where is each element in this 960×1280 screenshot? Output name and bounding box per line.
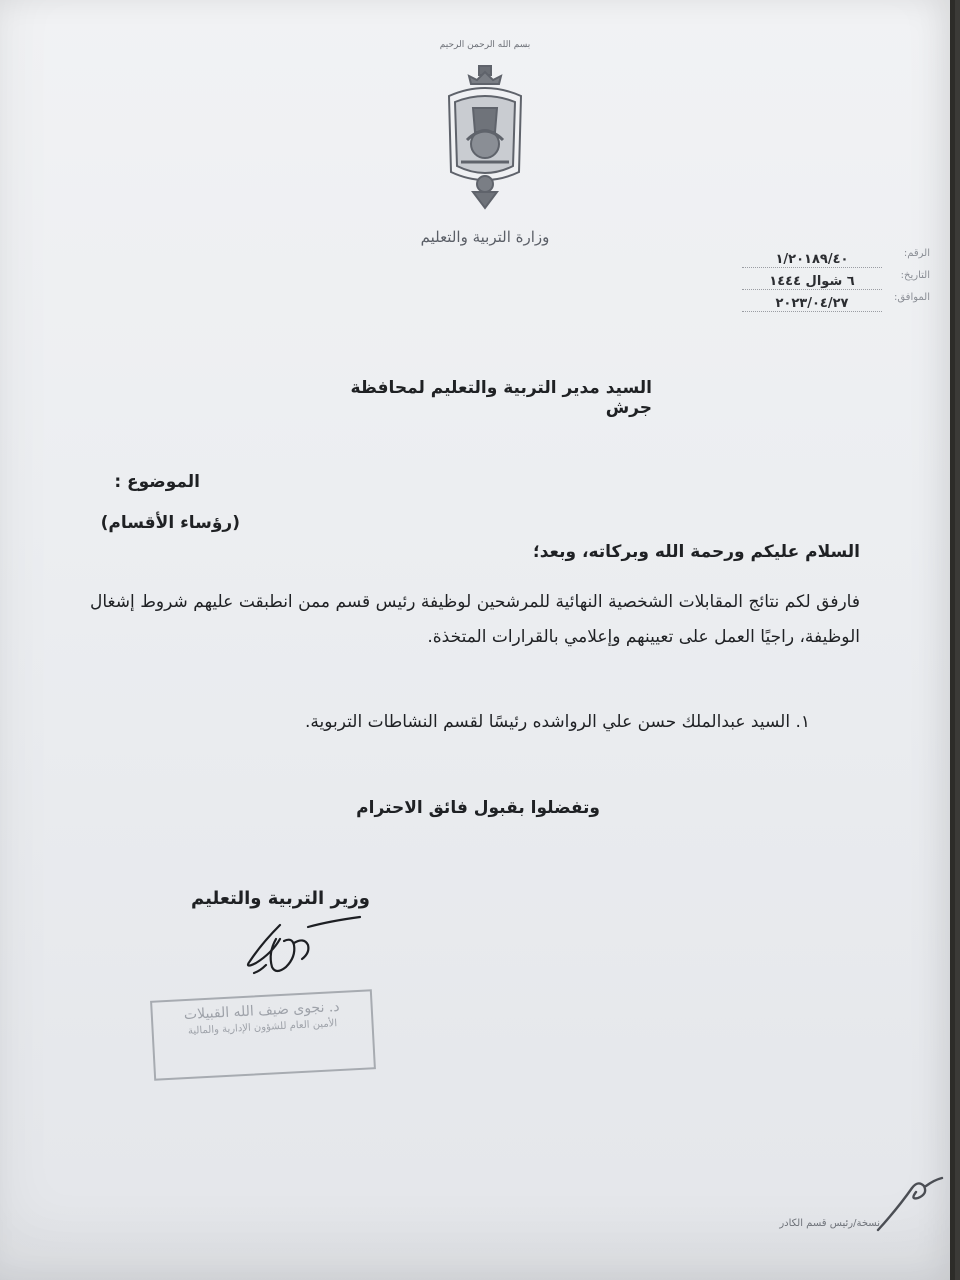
stamp-name: د. نجوى ضيف الله القبيلات [183,998,340,1024]
subject-value: (رؤساء الأقسام) [100,513,240,533]
signature-image [210,895,400,985]
list-item: ١. السيد عبدالملك حسن علي الرواشده رئيسًا لقسم النشاطات التربوية. [305,712,810,732]
greeting: السلام عليكم ورحمة الله وبركاته، وبعد؛ [532,542,860,562]
handwritten-mark-icon [868,1168,948,1238]
gregorian-date: ٢٠٢٣/٠٤/٢٧ [742,296,882,312]
basmala-text: بسم الله الرحمن الرحيم [439,40,531,50]
hijri-date-row [720,270,930,292]
reference-number-label: الرقم: [903,248,930,259]
gregorian-label: الموافق: [893,292,930,303]
stamp-title: الأمين العام للشؤون الإدارية والمالية [187,1018,338,1037]
reference-block [720,248,930,314]
official-stamp [150,989,376,1081]
date-label: التاريخ: [900,270,930,281]
letterhead [410,40,560,246]
royal-crest-icon [443,62,527,212]
copy-note: نسخة/رئيس قسم الكادر [779,1218,880,1229]
body-paragraph: فارفق لكم نتائج المقابلات الشخصية النهائية للمرشحين لوظيفة رئيس قسم ممن انطبقت عليهم شروط إشغال الوظيفة، راجيًا العمل على تعيينهم وإعلامي بالقرارات المتخذة. [90,592,860,647]
gregorian-date-row [720,292,930,314]
paper-edge [950,0,955,1280]
hijri-date: ٦ شوال ١٤٤٤ [742,274,882,290]
reference-number: ١/٢٠١٨٩/٤٠ [742,252,882,268]
ministry-name: وزارة التربية والتعليم [420,228,550,246]
reference-number-row [720,248,930,270]
signatory-title: وزير التربية والتعليم [191,888,370,909]
addressee: السيد مدير التربية والتعليم لمحافظة جرش [350,378,652,418]
subject-label: الموضوع : [114,472,200,492]
closing-line: وتفضلوا بقبول فائق الاحترام [356,798,600,818]
